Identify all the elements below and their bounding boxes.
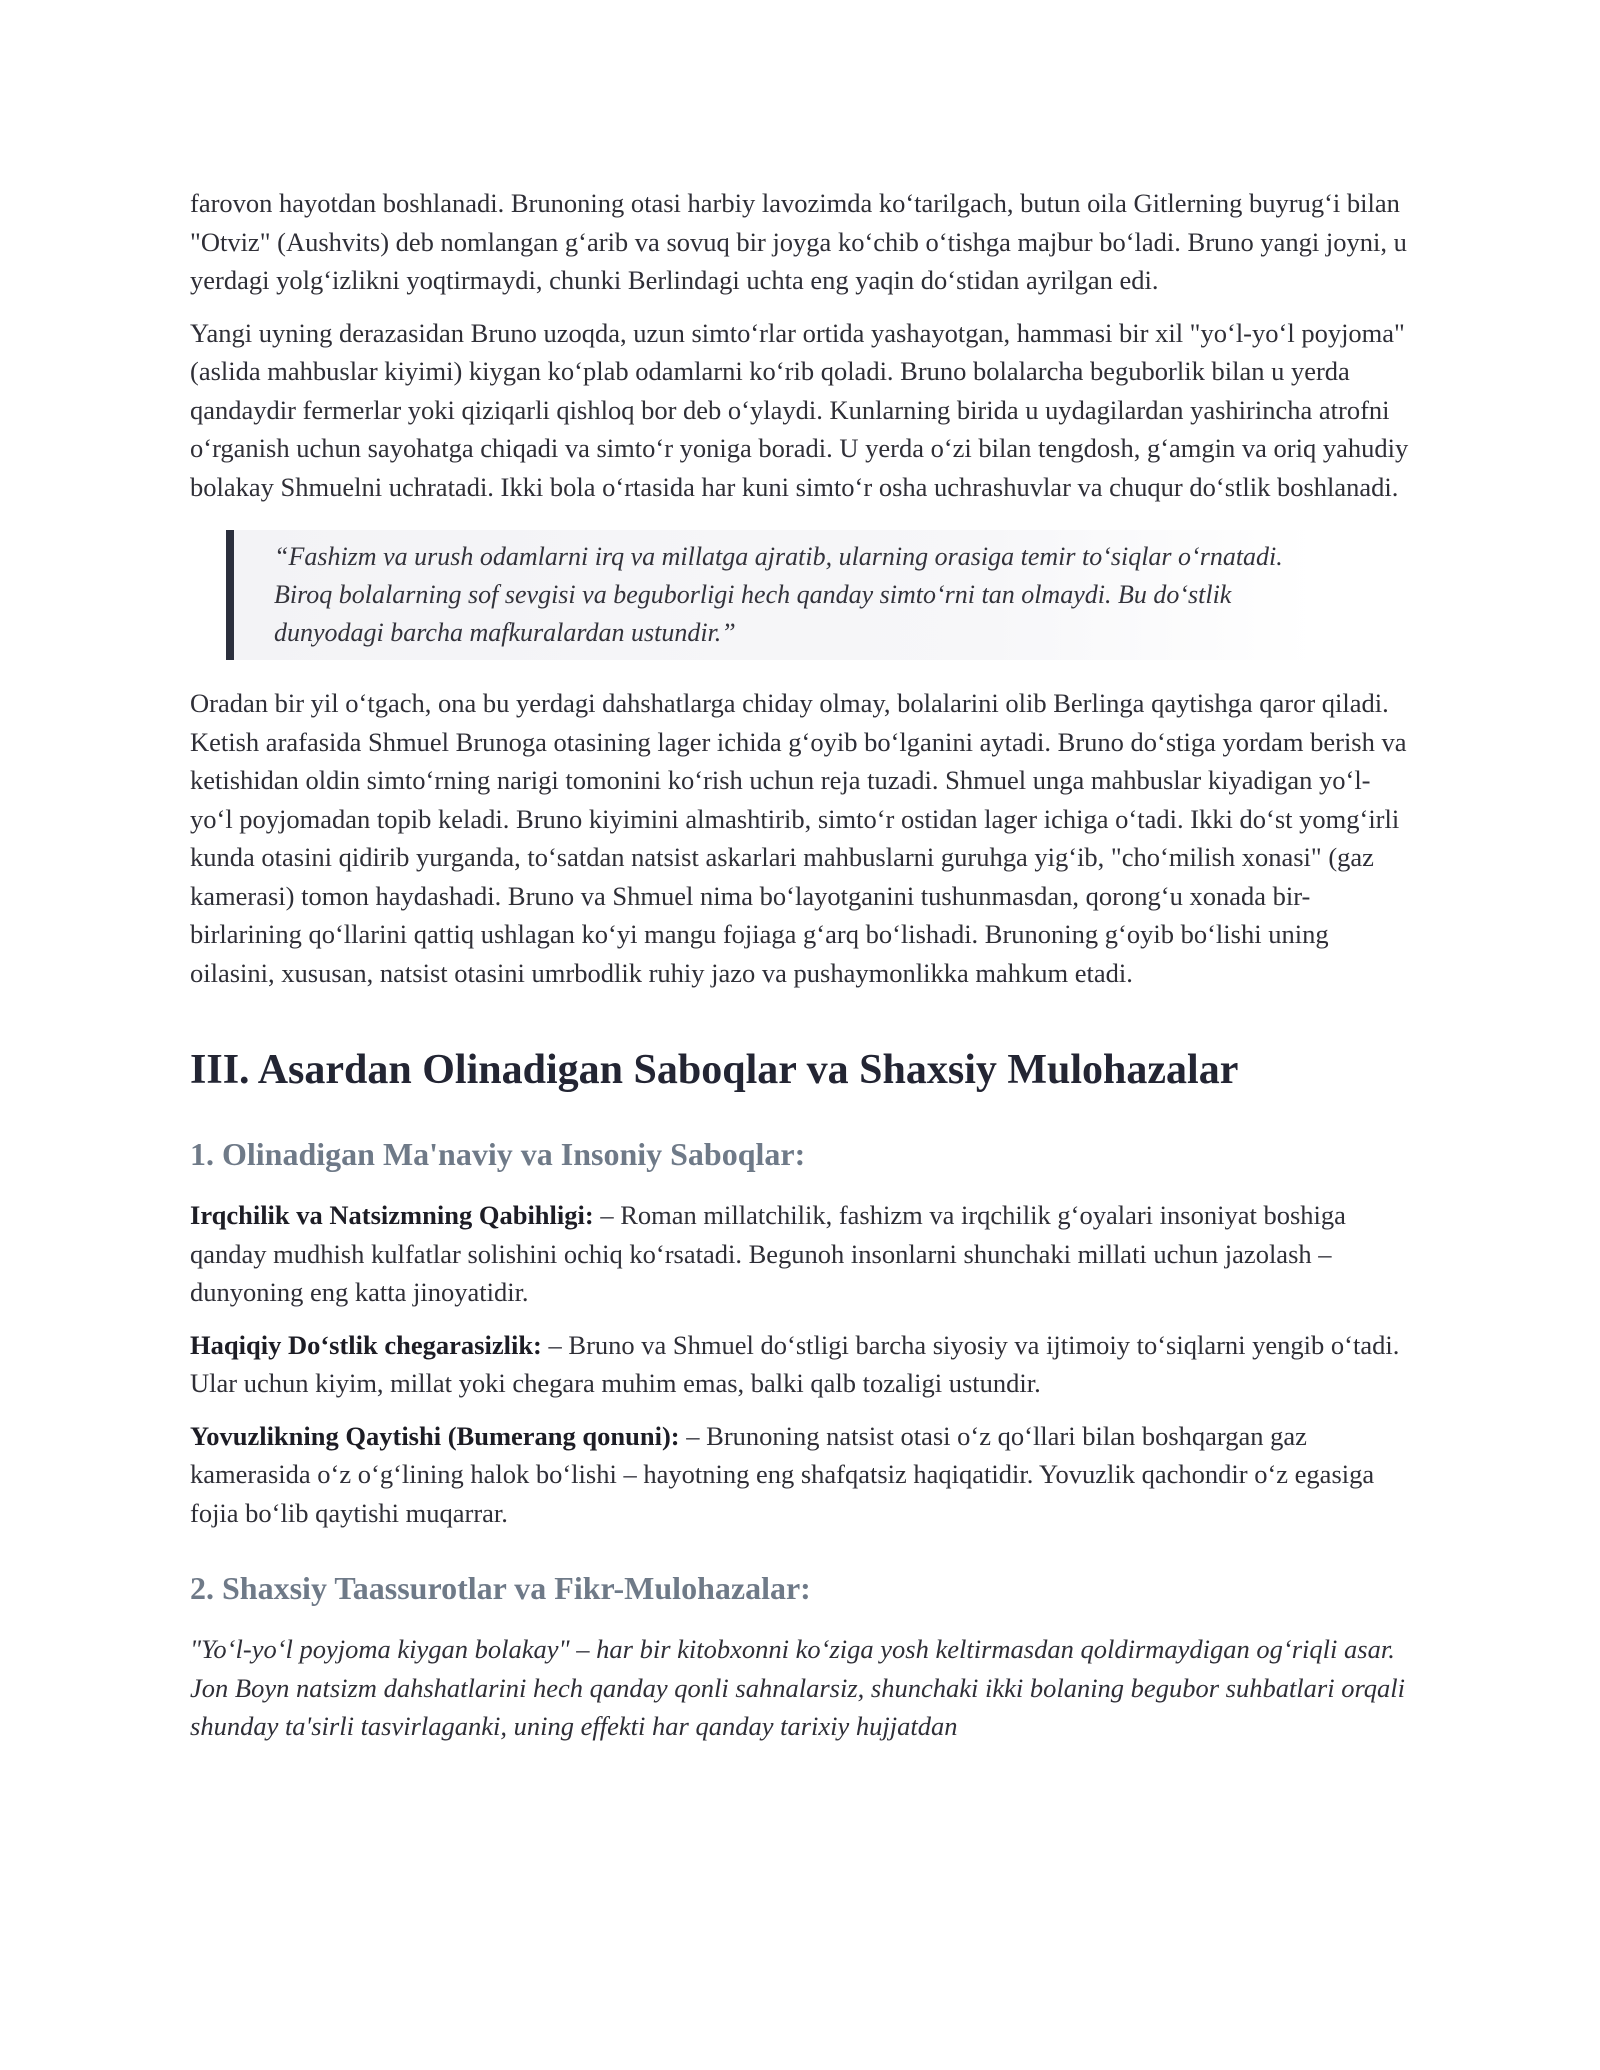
lesson-item [190,1417,1410,1533]
section-heading: III. Asardan Olinadigan Saboqlar va Shaxsiy Mulohazalar [190,1047,1239,1093]
paragraph-opening: farovon hayotdan boshlanadi. Brunoning otasi harbiy lavozimda ko‘tarilgach, butun oila Gitlerning buyrug‘i bilan "Otviz" (Aushvits) deb nomlangan g‘arib va sovuq bir joyga ko‘chib o‘tishga majbur bo‘ladi. Bruno yangi joyni, u yerdagi yolg‘izlikni yoqtirmaydi, chunki Berlindagi uchta eng yaqin do‘stidan ayrilgan edi. [190,188,1407,295]
impressions-paragraph: "Yo‘l-yo‘l poyjoma kiygan bolakay" – har bir kitobxonni ko‘ziga yosh keltirmasdan qoldirmaydigan og‘riqli asar. Jon Boyn natsizm dahshatlarini hech qanday qonli sahnalarsiz, shunchaki ikki bolaning begubor suhbatlari orqali shunday ta'sirli tasvirlaganki, uning effekti har qanday tarixiy hujjatdan [190,1634,1406,1741]
blockquote [226,530,1316,660]
paragraph-ending: Oradan bir yil o‘tgach, ona bu yerdagi dahshatlarga chiday olmay, bolalarini olib Berlinga qaytishga qaror qiladi. Ketish arafasida Shmuel Brunoga otasining lager ichida g‘oyib bo‘lganini aytadi. Bruno do‘stiga yordam berish va ketishidan oldin simto‘rning narigi tomonini ko‘rish uchun reja tuzadi. Shmuel unga mahbuslar kiyadigan yo‘l-yo‘l poyjomadan topib keladi. Bruno kiyimini almashtirib, simto‘r ostidan lager ichiga o‘tadi. Ikki do‘st yomg‘irli kunda otasini qidirib yurganda, to‘satdan natsist askarlari mahbuslarni guruhga yig‘ib, "cho‘milish xonasi" (gaz kamerasi) tomon haydashadi. Bruno va Shmuel nima bo‘layotganini tushunmasdan, qorong‘u xonada bir-birlarining qo‘llarini qattiq ushlagan ko‘yi mangu fojiaga g‘arq bo‘lishadi. Brunoning g‘oyib bo‘lishi uning oilasini, xususan, natsist otasini umrbodlik ruhiy jazo va pushaymonlikka mahkum etadi. [190,688,1407,988]
lesson-item-label: Haqiqiy Do‘stlik chegarasizlik: [190,1329,542,1360]
subsection-heading-lessons: 1. Olinadigan Ma'naviy va Insoniy Saboqlar: [190,1136,806,1172]
lesson-item-label: Yovuzlikning Qaytishi (Bumerang qonuni): [190,1420,680,1451]
lesson-item [190,1196,1410,1312]
subsection-heading-impressions: 2. Shaxsiy Taassurotlar va Fikr-Mulohazalar: [190,1570,811,1606]
lesson-item-text: – Roman millatchilik, fashizm va irqchilik g‘oyalari insoniyat boshiga qanday mudhish kulfatlar solishini ochiq ko‘rsatadi. Begunoh insonlarni shunchaki millati uchun jazolash – dunyoning eng katta jinoyatidir. [190,1200,1346,1307]
lesson-item-text: – Bruno va Shmuel do‘stligi barcha siyosiy va ijtimoiy to‘siqlarni yengib o‘tadi. Ular uchun kiyim, millat yoki chegara muhim emas, balki qalb tozaligi ustundir. [190,1329,1400,1398]
paragraph-window: Yangi uyning derazasidan Bruno uzoqda, uzun simto‘rlar ortida yashayotgan, hammasi bir xil "yo‘l-yo‘l poyjoma" (aslida mahbuslar kiyimi) kiygan ko‘plab odamlarni ko‘rib qoladi. Bruno bolalarcha beguborlik bilan u yerda qandaydir fermerlar yoki qiziqarli qishloq bor deb o‘ylaydi. Kunlarning birida u uydagilardan yashirincha atrofni o‘rganish uchun sayohatga chiqadi va simto‘r yoniga boradi. U yerda o‘zi bilan tengdosh, g‘amgin va oriq yahudiy bolakay Shmuelni uchratadi. Ikki bola o‘rtasida har kuni simto‘r osha uchrashuvlar va chuqur do‘stlik boshlanadi. [190,317,1409,502]
lesson-item-text: – Brunoning natsist otasi o‘z qo‘llari bilan boshqargan gaz kamerasida o‘z o‘g‘lining halok bo‘lishi – hayotning eng shafqatsiz haqiqatidir. Yovuzlik qachondir o‘z egasiga fojia bo‘lib qaytishi muqarrar. [190,1420,1375,1528]
lesson-item-label: Irqchilik va Natsizmning Qabihligi: [190,1200,594,1230]
blockquote-text: “Fashizm va urush odamlarni irq va millatga ajratib, ularning orasiga temir to‘siqlar o‘rnatadi. Biroq bolalarning sof sevgisi va beguborligi hech qanday simto‘rni tan olmaydi. Bu do‘stlik dunyodagi barcha mafkuralardan ustundir.” [274,542,1283,647]
lesson-item [190,1326,1410,1403]
